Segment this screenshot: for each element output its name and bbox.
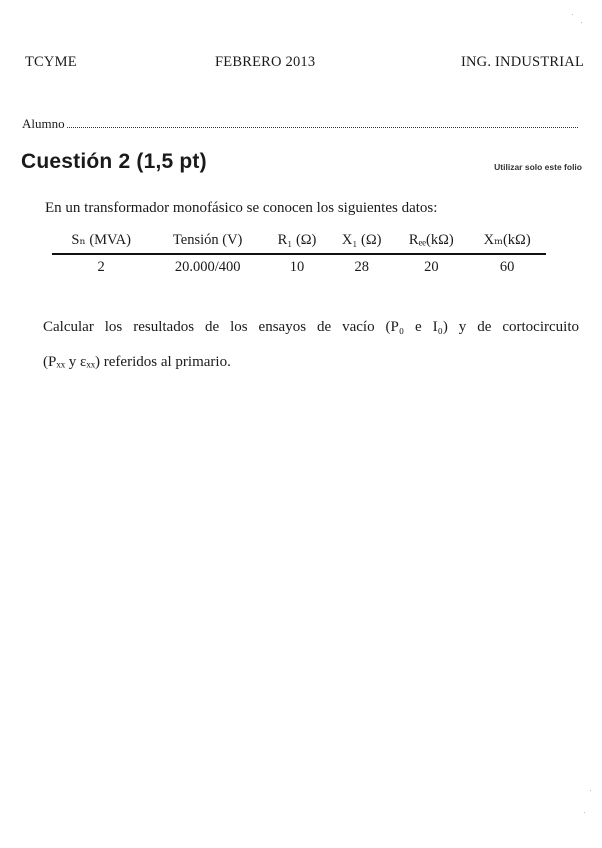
header-cell: X₁ (Ω) <box>329 230 394 254</box>
table-cell: 10 <box>289 259 305 275</box>
scan-speck <box>581 22 582 23</box>
scan-speck <box>584 812 585 813</box>
header-cell: Tensión (V) <box>150 230 265 254</box>
scan-speck <box>590 790 591 791</box>
table-cell: 20 <box>424 259 439 275</box>
instruction-note: Utilizar solo este folio <box>494 162 582 172</box>
exam-date: FEBRERO 2013 <box>215 54 316 70</box>
header-cell: Rₑₑ(kΩ) <box>394 230 468 254</box>
table-cell: 28 <box>354 259 369 275</box>
scan-speck <box>572 14 573 15</box>
table-header-row <box>52 230 546 254</box>
table-cell: 2 <box>97 259 105 275</box>
intro-text: En un transformador monofásico se conocen los siguientes datos: <box>45 200 438 216</box>
question-title: Cuestión 2 (1,5 pt) <box>21 150 207 173</box>
degree-name: ING. INDUSTRIAL <box>460 54 584 70</box>
header-cell: Sₙ (MVA) <box>52 230 150 254</box>
question-text-line-1: Calcular los resultados de los ensayos de vacío (P₀ e I₀) y de cortocircuito <box>43 319 579 335</box>
table-cell: 60 <box>499 259 515 275</box>
header-cell: Xₘ(kΩ) <box>468 230 546 254</box>
transformer-data-table <box>52 230 546 278</box>
table-cell: 20.000/400 <box>174 259 241 275</box>
student-name-line <box>22 116 578 132</box>
student-label: Alumno <box>22 116 65 131</box>
header-cell: R₁ (Ω) <box>265 230 329 254</box>
table-row <box>52 254 546 278</box>
course-code: TCYME <box>25 54 77 70</box>
question-text-line-2: (Pₓₓ y εₓₓ) referidos al primario. <box>43 354 231 370</box>
name-fill-line <box>67 118 578 128</box>
